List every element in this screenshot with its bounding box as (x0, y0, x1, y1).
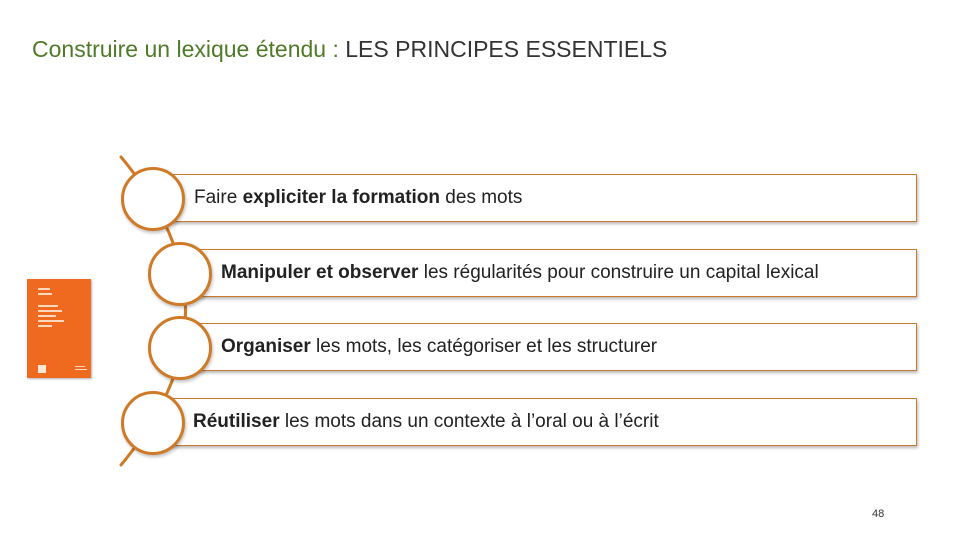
step-2-text: Manipuler et observer les régularités pour construire un capital lexical (221, 262, 819, 283)
step-3-text: Organiser les mots, les catégoriser et les structurer (221, 336, 658, 357)
step-box-1 (171, 174, 917, 222)
book-cover-thumbnail (27, 279, 91, 378)
publisher-logo-icon (38, 365, 46, 373)
step-box-2 (198, 249, 917, 297)
step-marker-3 (148, 316, 212, 380)
step-1-text: Faire expliciter la formation des mots (194, 187, 523, 208)
page-number: 48 (872, 508, 885, 520)
step-4-text: Réutiliser les mots dans un contexte à l’oral ou à l’écrit (193, 411, 659, 432)
step-box-3 (198, 323, 917, 371)
slide-title-sub: LES PRINCIPES ESSENTIELS (345, 36, 668, 62)
slide-title-main: Construire un lexique étendu : (32, 36, 346, 62)
step-marker-1 (121, 167, 185, 231)
step-marker-4 (121, 391, 185, 455)
step-marker-2 (148, 242, 212, 306)
step-box-4 (171, 398, 917, 446)
